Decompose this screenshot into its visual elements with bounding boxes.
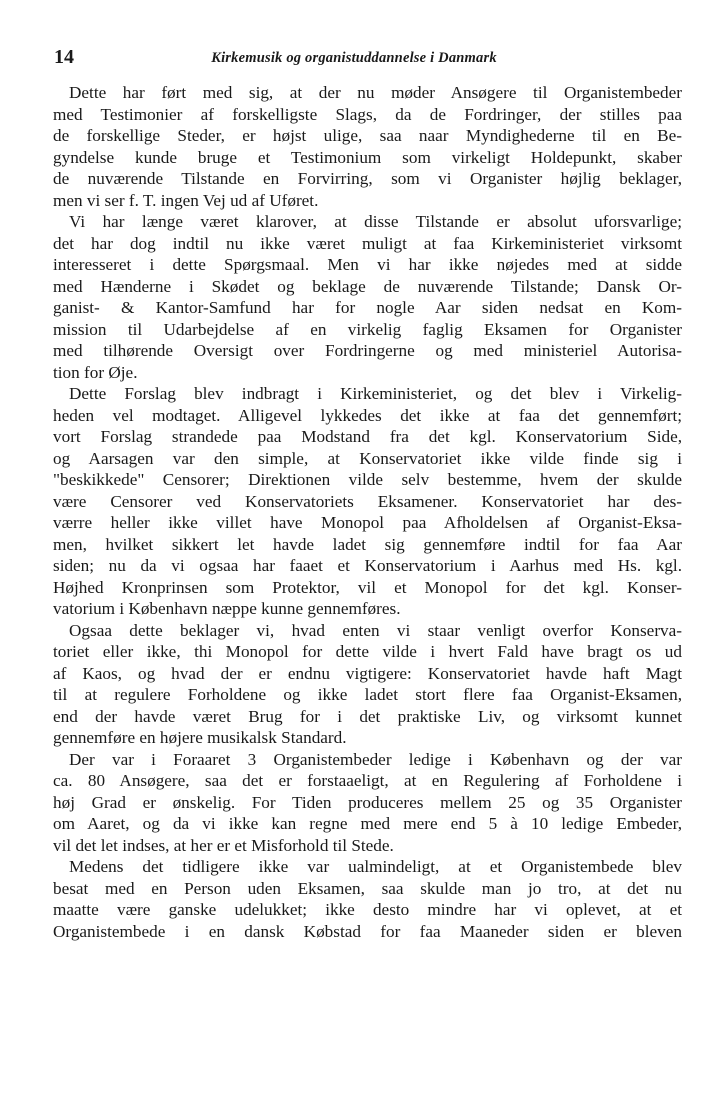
text-line [53,405,682,427]
text-line [53,147,682,169]
text-line [53,254,682,276]
text-line-content: "beskikkede" Censorer; Direktionen vilde selv bestemme, hvem der skulde [53,470,682,489]
text-line [53,512,682,534]
text-line-content: de nuværende Tilstande en Forvirring, som vi Organister højlig beklager, [53,169,682,188]
text-line [53,82,682,104]
text-line-content: besat med en Person uden Eksamen, saa skulde man jo tro, at det nu [53,878,682,898]
text-line [53,620,682,642]
paragraph [53,211,682,383]
text-line-content: toriet eller ikke, thi Monopol for dette vilde i hvert Fald have bragt os ud [53,642,682,661]
text-line-content: tion for Øje. [53,362,138,382]
text-line-content: med Hænderne i Skødet og beklage de nuværende Tilstande; Dansk Or- [53,276,682,296]
text-line [53,276,682,298]
text-line-content: vatorium i København næppe kunne gennemføres. [53,599,401,618]
text-line [53,319,682,341]
text-line [53,233,682,255]
text-line [53,921,682,943]
text-line-content: med Testimonier af forskelligste Slags, da de Fordringer, der stilles paa [53,104,682,124]
text-line [53,125,682,147]
text-line [53,663,682,685]
text-line [53,792,682,814]
body-text [53,82,682,942]
text-line-content: men, hvilket sikkert let havde ladet sig gennemføre indtil for faa Aar [53,534,682,554]
text-line [53,598,682,620]
text-line [53,448,682,470]
text-line [53,534,682,556]
text-line [53,297,682,319]
text-line [53,878,682,900]
text-line-content: de forskellige Steder, er højst ulige, saa naar Myndighederne til en Be- [53,126,682,145]
text-line-content: vil det let indses, at her er et Misforhold til Stede. [53,835,394,855]
text-line-content: med tilhørende Oversigt over Fordringerne og med ministeriel Autorisa- [53,341,682,360]
text-line-content: mission til Udarbejdelse af en virkelig faglig Eksamen for Organister [53,319,682,339]
text-line [53,168,682,190]
text-line [53,641,682,663]
paragraph [53,82,682,211]
paragraph [53,749,682,857]
text-line [53,555,682,577]
text-line [53,190,682,212]
text-line-content: Ogsaa dette beklager vi, hvad enten vi staar venligt overfor Konserva- [69,620,682,640]
text-line-content: Organistembede i en dansk Købstad for faa Maaneder siden er bleven [53,921,682,941]
text-line [53,684,682,706]
text-line-content: og Aarsagen var den simple, at Konservatoriet ikke vilde finde sig i [53,448,682,468]
text-line-content: høj Grad er ønskelig. For Tiden produceres mellem 25 og 35 Organister [53,792,682,812]
text-line [53,383,682,405]
text-line [53,211,682,233]
text-line-content: Der var i Foraaret 3 Organistembeder ledige i København og der var [69,749,682,769]
paragraph [53,620,682,749]
text-line-content: til at regulere Forholdene og ikke ladet stort flere faa Organist-Eksamen, [53,685,682,704]
text-line-content: vort Forslag strandede paa Modstand fra det kgl. Konservatorium Side, [53,427,682,446]
text-line-content: gyndelse kunde bruge et Testimonium som virkeligt Holdepunkt, skaber [53,147,682,167]
page-number: 14 [54,46,74,68]
text-line-content: Vi har længe været klarover, at disse Tilstande er absolut uforsvarlige; [69,212,682,231]
text-line [53,835,682,857]
text-line-content: være Censorer ved Konservatoriets Eksamener. Konservatoriet har des- [53,491,682,511]
text-line-content: Højhed Kronprinsen som Protektor, vil et Monopol for det kgl. Konser- [53,577,682,597]
text-line-content: Dette Forslag blev indbragt i Kirkeministeriet, og det blev i Virkelig- [69,384,682,403]
text-line-content: Medens det tidligere ikke var ualmindeligt, at et Organistembede blev [69,857,682,876]
text-line-content: ganist- & Kantor-Samfund har for nogle Aar siden nedsat en Kom- [53,298,682,317]
text-line-content: Dette har ført med sig, at der nu møder Ansøgere til Organistembeder [69,83,682,102]
text-line [53,104,682,126]
text-line [53,340,682,362]
text-line [53,362,682,384]
text-line [53,856,682,878]
text-line [53,770,682,792]
text-line-content: men vi ser f. T. ingen Vej ud af Uføret. [53,190,319,210]
text-line [53,491,682,513]
text-line-content: maatte være ganske udelukket; ikke desto mindre har vi oplevet, at et [53,900,682,919]
text-line-content: heden vel modtaget. Alligevel lykkedes det ikke at faa det gennemført; [53,405,682,425]
paragraph [53,383,682,620]
text-line-content: gennemføre en højere musikalsk Standard. [53,728,347,747]
text-line-content: det har dog indtil nu ikke været muligt at faa Kirkeministeriet virksomt [53,233,682,253]
text-line [53,426,682,448]
text-line [53,706,682,728]
text-line-content: ca. 80 Ansøgere, saa det er forstaaeligt, at en Regulering af Forholdene i [53,771,682,790]
running-title: Kirkemusik og organistuddannelse i Danmark [211,50,497,66]
text-line-content: end der havde været Brug for i det praktiske Liv, og virksomt kunnet [53,706,682,726]
text-line-content: af Kaos, og hvad der er endnu vigtigere: Konservatoriet havde haft Magt [53,663,682,683]
text-line [53,899,682,921]
text-line-content: siden; nu da vi ogsaa har faaet et Konservatorium i Aarhus med Hs. kgl. [53,556,682,575]
text-line-content: interesseret i dette Spørgsmaal. Men vi har ikke nøjedes med at sidde [53,255,682,274]
paragraph [53,856,682,942]
text-line-content: om Aaret, og da vi ikke kan regne med mere end 5 à 10 ledige Embeder, [53,814,682,833]
text-line [53,813,682,835]
text-line [53,749,682,771]
text-line [53,577,682,599]
text-line [53,469,682,491]
text-line [53,727,682,749]
text-line-content: værre heller ikke villet have Monopol paa Afholdelsen af Organist-Eksa- [53,513,682,532]
